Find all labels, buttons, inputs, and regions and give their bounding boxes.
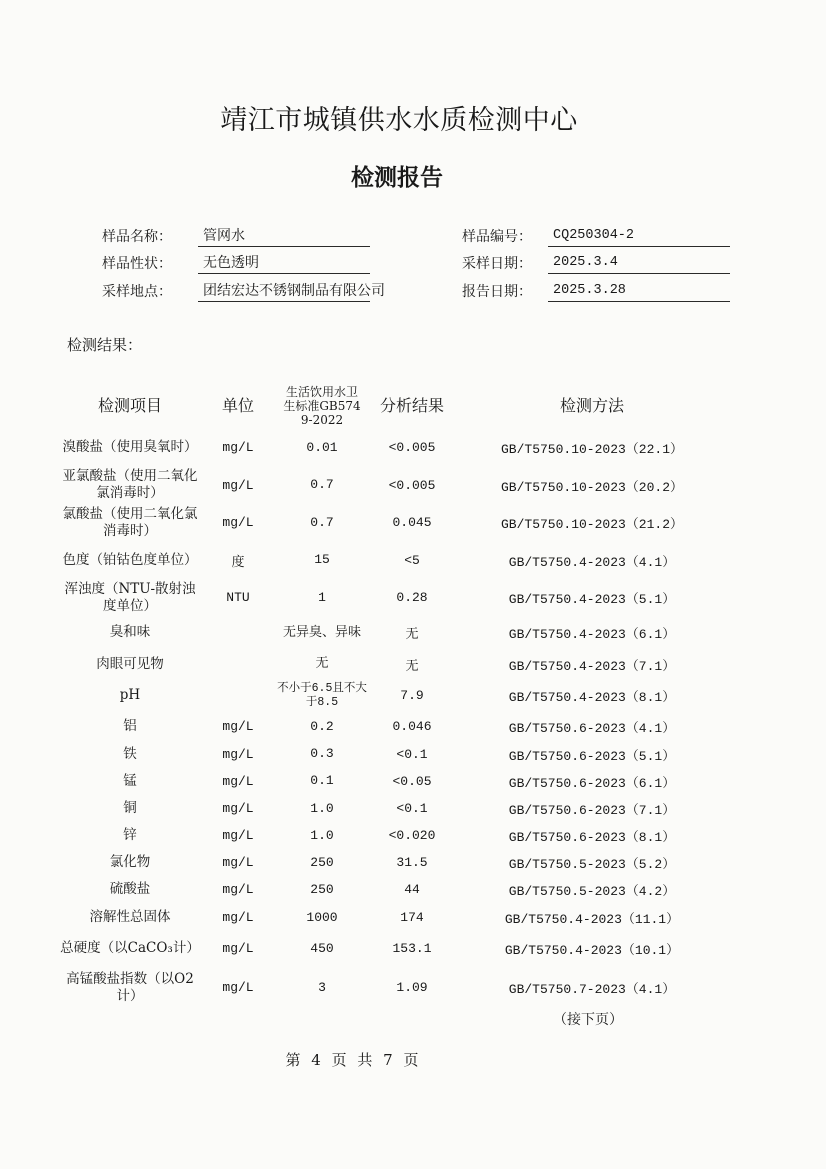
column-header-unit: 单位: [221, 395, 254, 415]
cell-result: 0.28: [396, 590, 428, 605]
cell-standard: 0.7: [310, 514, 334, 530]
cell-method: GB/T5750.6-2023（4.1）: [508, 721, 676, 736]
cell-unit: mg/L: [222, 719, 254, 734]
cell-standard: 0.2: [310, 718, 334, 734]
cell-item: 高锰酸盐指数（以O2计）: [66, 970, 194, 1004]
cell-item: 肉眼可见物: [96, 655, 164, 672]
table-row: [58, 903, 730, 932]
cell-unit: mg/L: [222, 980, 254, 995]
table-row: [58, 579, 730, 616]
table-row: [58, 466, 730, 504]
table-row: [58, 876, 730, 903]
cell-method: GB/T5750.4-2023（10.1）: [504, 943, 680, 958]
table-row: [58, 616, 730, 649]
cell-unit: mg/L: [222, 910, 254, 925]
organization-title: 靖江市城镇供水水质检测中心: [220, 105, 578, 136]
cell-method: GB/T5750.5-2023（5.2）: [508, 857, 676, 872]
cell-result: 153.1: [392, 941, 432, 956]
sampling-date-value: 2025.3.4: [548, 253, 730, 274]
sample-name-label: 样品名称：: [102, 229, 172, 245]
cell-item: 锌: [123, 827, 137, 843]
cell-item: 氯酸盐（使用二氧化氯消毒时）: [62, 505, 198, 539]
cell-unit: 度: [231, 554, 245, 570]
cell-unit: NTU: [226, 590, 250, 605]
cell-standard: 1.0: [310, 800, 334, 816]
results-table: [58, 382, 730, 1010]
header-row: [58, 382, 730, 429]
cell-unit: mg/L: [222, 882, 254, 897]
cell-method: GB/T5750.4-2023（4.1）: [508, 554, 676, 570]
cell-standard: 0.01: [306, 439, 338, 455]
cell-method: GB/T5750.6-2023（8.1）: [508, 830, 676, 845]
cell-standard: 0.3: [310, 746, 334, 761]
cell-result: <0.020: [388, 828, 436, 843]
cell-method: GB/T5750.6-2023（7.1）: [508, 803, 676, 818]
cell-unit: mg/L: [222, 477, 254, 493]
cell-result: 44: [404, 882, 420, 897]
cell-unit: mg/L: [222, 801, 254, 816]
cell-method: GB/T5750.4-2023（5.1）: [508, 592, 676, 607]
sample-appearance-label: 样品性状：: [102, 256, 172, 272]
table-row: [58, 679, 730, 712]
cell-standard: 无异臭、异味: [282, 624, 361, 640]
sample-name-value: 管网水: [198, 226, 370, 247]
cell-result: <0.1: [396, 801, 428, 816]
continued-note: （接下页）: [553, 1012, 623, 1028]
column-header-item: 检测项目: [97, 395, 162, 415]
table-row: [58, 965, 730, 1010]
report-date-value: 2025.3.28: [548, 281, 730, 302]
cell-method: GB/T5750.4-2023（6.1）: [508, 627, 676, 642]
results-table-body: [58, 429, 730, 1010]
cell-item: 氯化物: [109, 854, 151, 870]
cell-method: GB/T5750.4-2023（8.1）: [508, 690, 676, 705]
cell-result: 0.045: [392, 515, 432, 530]
cell-unit: mg/L: [222, 828, 254, 843]
column-header-standard: 生活饮用水卫生标准GB5749-2022: [283, 384, 361, 427]
cell-result: 31.5: [396, 855, 428, 870]
cell-item: 硫酸盐: [109, 881, 151, 897]
cell-item: pH: [119, 687, 141, 703]
cell-item: 锰: [123, 772, 137, 789]
cell-result: 无: [405, 658, 419, 674]
results-table-header: [58, 382, 730, 429]
report-title: 检测报告: [351, 164, 443, 191]
sampling-location-label: 采样地点：: [102, 284, 172, 300]
column-header-method: 检测方法: [559, 395, 624, 415]
cell-item: 铝: [123, 718, 137, 734]
cell-result: 7.9: [400, 688, 424, 703]
table-row: [58, 504, 730, 541]
cell-method: GB/T5750.4-2023（7.1）: [508, 658, 676, 674]
cell-item: 铁: [123, 745, 137, 762]
table-row: [58, 932, 730, 965]
cell-method: GB/T5750.10-2023（21.2）: [500, 517, 684, 532]
cell-result: <0.05: [392, 773, 432, 789]
cell-standard: 不小于6.5且不大于8.5: [277, 681, 367, 709]
table-row: [58, 712, 730, 741]
sampling-location-value: 团结宏达不锈钢制品有限公司: [198, 281, 370, 302]
report-date-label: 报告日期：: [462, 284, 532, 300]
sample-appearance-value: 无色透明: [198, 253, 370, 274]
cell-unit: mg/L: [222, 941, 254, 956]
cell-unit: [202, 679, 274, 712]
table-row: [58, 429, 730, 466]
cell-standard: 无: [315, 656, 329, 671]
cell-result: 1.09: [396, 980, 428, 995]
cell-standard: 3: [318, 979, 326, 995]
table-row: [58, 849, 730, 876]
cell-result: 0.046: [392, 719, 432, 734]
cell-item: 臭和味: [109, 624, 151, 640]
cell-unit: mg/L: [222, 855, 254, 870]
cell-standard: 15: [314, 552, 330, 567]
cell-standard: 1000: [306, 909, 338, 925]
table-row: [58, 741, 730, 767]
cell-method: GB/T5750.7-2023（4.1）: [508, 982, 676, 997]
results-heading: 检测结果：: [67, 336, 143, 354]
sample-id-label: 样品编号：: [462, 229, 532, 245]
cell-standard: 0.7: [310, 477, 334, 492]
cell-method: GB/T5750.4-2023（11.1）: [504, 912, 680, 927]
table-row: [58, 541, 730, 579]
cell-standard: 250: [310, 881, 334, 897]
cell-result: 无: [405, 627, 419, 642]
cell-unit: [202, 616, 274, 649]
cell-item: 色度（铂钴色度单位）: [62, 551, 198, 568]
cell-standard: 0.1: [310, 773, 334, 788]
cell-unit: mg/L: [222, 746, 254, 762]
cell-item: 亚氯酸盐（使用二氧化氯消毒时）: [62, 468, 198, 501]
cell-method: GB/T5750.10-2023（20.2）: [500, 479, 684, 495]
cell-unit: [202, 649, 274, 679]
cell-standard: 1.0: [310, 827, 334, 843]
cell-unit: mg/L: [222, 440, 254, 455]
column-header-result: 分析结果: [379, 395, 444, 415]
cell-item: 溴酸盐（使用臭氧时）: [62, 439, 198, 455]
cell-result: <0.005: [388, 440, 436, 455]
table-row: [58, 767, 730, 795]
cell-result: 174: [400, 910, 424, 925]
cell-result: <0.005: [388, 477, 436, 493]
table-row: [58, 795, 730, 822]
cell-standard: 450: [310, 940, 334, 956]
cell-unit: mg/L: [222, 515, 254, 530]
cell-standard: 250: [310, 854, 334, 870]
cell-standard: 1: [318, 589, 326, 605]
cell-item: 总硬度（以CaCO₃计）: [60, 940, 200, 956]
sampling-date-label: 采样日期：: [462, 256, 532, 272]
sample-id-value: CQ250304-2: [548, 226, 730, 247]
cell-method: GB/T5750.10-2023（22.1）: [500, 442, 684, 457]
cell-method: GB/T5750.6-2023（5.1）: [508, 748, 676, 764]
cell-item: 铜: [123, 800, 137, 816]
cell-result: <5: [404, 552, 420, 568]
cell-item: 溶解性总固体: [89, 909, 171, 925]
cell-result: <0.1: [396, 746, 428, 762]
cell-unit: mg/L: [222, 773, 254, 789]
page-number: 第 4 页 共 7 页: [285, 1051, 419, 1069]
table-row: [58, 822, 730, 849]
cell-method: GB/T5750.6-2023（6.1）: [508, 775, 676, 791]
table-row: [58, 649, 730, 679]
cell-method: GB/T5750.5-2023（4.2）: [508, 884, 676, 899]
cell-item: 浑浊度（NTU-散射浊度单位）: [64, 580, 196, 614]
